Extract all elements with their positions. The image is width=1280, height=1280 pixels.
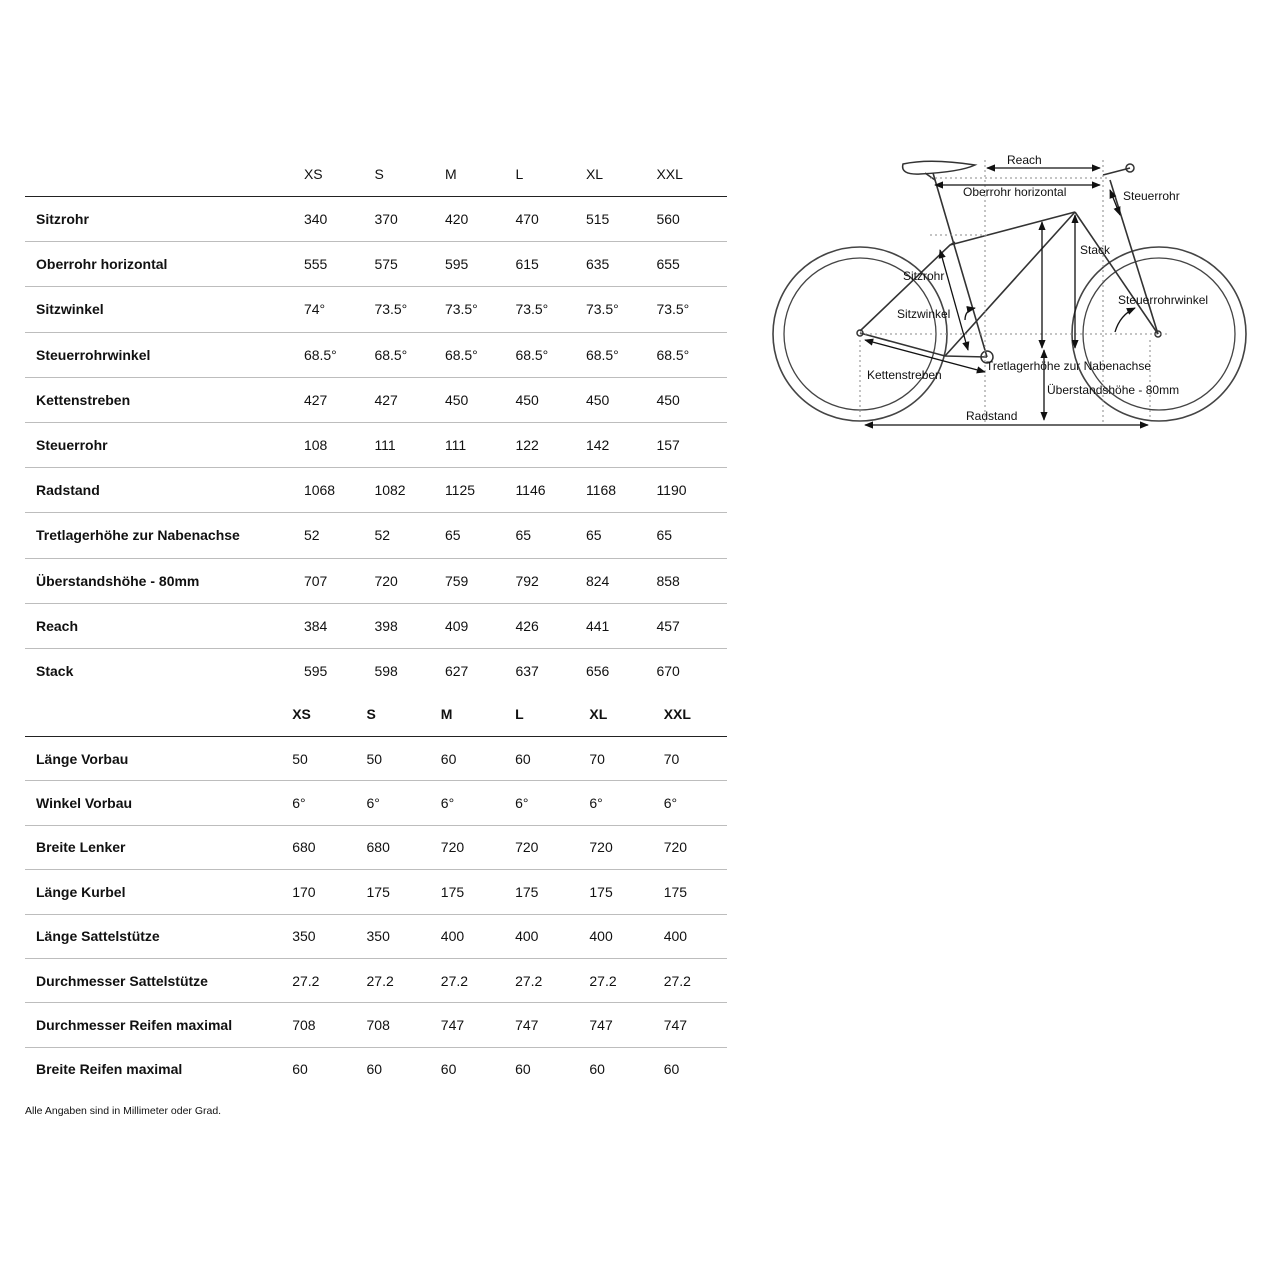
size-header: M [445,152,516,197]
table-row [25,825,727,869]
cell-value: 747 [430,1003,504,1047]
row-label: Sitzwinkel [25,287,304,332]
cell-value: 52 [304,513,375,558]
cell-value: 450 [515,377,586,422]
cell-value: 655 [656,242,727,287]
cell-value: 108 [304,422,375,467]
size-header: M [430,692,504,737]
cell-value: 175 [578,870,652,914]
cell-value: 720 [653,825,727,869]
cell-value: 420 [445,197,516,242]
row-label: Oberrohr horizontal [25,242,304,287]
cell-value: 60 [440,1061,457,1078]
row-label: Winkel Vorbau [25,781,281,825]
label-sitzwinkel: Sitzwinkel [897,307,951,321]
cell-value: 6° [281,781,355,825]
label-steuerrohrwinkel: Steuerrohrwinkel [1118,293,1209,307]
bike-geometry-diagram [770,150,1250,440]
cell-value: 175 [356,870,430,914]
table-row [25,958,727,1002]
size-header: L [504,692,578,737]
cell-value: 111 [374,422,445,467]
row-label: Steuerrohr [25,422,304,467]
cell-value: 1068 [304,468,375,513]
cell-value: 515 [586,197,657,242]
size-header: L [515,152,586,197]
cell-value: 60 [589,1061,605,1078]
cell-value: 175 [653,870,727,914]
frame-geometry-table [25,152,727,693]
cell-value: 400 [504,914,578,958]
row-label: Länge Kurbel [25,870,281,914]
cell-value: 111 [445,422,516,467]
cell-value: 68.5° [586,332,657,377]
cell-value: 400 [653,914,727,958]
cell-value: 73.5° [374,287,445,332]
cell-value: 792 [515,558,586,603]
cell-value: 1190 [656,468,727,513]
cell-value: 65 [586,513,657,558]
header-spacer [25,692,281,737]
size-header: XXL [653,692,727,737]
cell-value: 27.2 [653,958,727,1002]
cell-value: 747 [504,1003,578,1047]
cell-value: 27.2 [356,958,430,1002]
cell-value: 65 [445,513,516,558]
cell-value: 656 [585,662,610,679]
table-row [25,197,727,242]
cell-value: 858 [656,558,727,603]
cell-value: 409 [445,603,516,648]
cell-value: 427 [374,377,445,422]
cell-value: 637 [515,662,539,679]
cell-value: 142 [586,422,657,467]
cell-value: 70 [578,737,652,781]
label-radstand: Radstand [966,409,1018,423]
cell-value: 400 [578,914,652,958]
cell-value: 680 [356,825,430,869]
cell-value: 73.5° [586,287,657,332]
table-row [25,1003,727,1047]
cell-value: 680 [281,825,355,869]
table-row [25,377,727,422]
cell-value: 708 [356,1003,430,1047]
size-header: XS [304,152,375,197]
label-reach: Reach [1007,153,1042,167]
cell-value: 6° [504,781,578,825]
cell-value: 720 [504,825,578,869]
table-row [25,648,727,693]
cell-value: 598 [374,662,398,679]
row-label: Stack [36,662,74,679]
cell-value: 350 [281,914,355,958]
cell-value: 68.5° [445,332,516,377]
frame-table-header [25,152,727,197]
label-stack: Stack [1080,243,1111,257]
label-oberrohr: Oberrohr horizontal [963,185,1067,199]
label-steuerrohr: Steuerrohr [1123,189,1180,203]
row-label: Durchmesser Reifen maximal [25,1003,281,1047]
cell-value: 60 [504,737,578,781]
table-row [25,1047,727,1091]
cell-value: 6° [430,781,504,825]
cell-value: 398 [374,603,445,648]
size-header: XS [281,692,355,737]
cell-value: 60 [366,1061,383,1078]
cell-value: 68.5° [304,332,375,377]
cell-value: 65 [515,513,586,558]
cell-value: 575 [374,242,445,287]
label-kettenstreben: Kettenstreben [867,368,942,382]
table-row [25,914,727,958]
size-header: XL [578,692,652,737]
cell-value: 60 [663,1061,680,1078]
cell-value: 747 [578,1003,652,1047]
table-row [25,287,727,332]
row-label: Breite Reifen maximal [36,1061,183,1078]
table-row [25,603,727,648]
cell-value: 52 [374,513,445,558]
cell-value: 457 [656,603,727,648]
cell-value: 27.2 [430,958,504,1002]
cell-value: 759 [445,558,516,603]
cell-value: 595 [445,242,516,287]
table-row [25,468,727,513]
cell-value: 68.5° [374,332,445,377]
row-label: Länge Sattelstütze [25,914,281,958]
row-label: Kettenstreben [25,377,304,422]
cell-value: 157 [656,422,727,467]
row-label: Sitzrohr [25,197,304,242]
table-row [25,242,727,287]
row-label: Durchmesser Sattelstütze [25,958,281,1002]
cell-value: 175 [504,870,578,914]
table-row [25,781,727,825]
cell-value: 720 [430,825,504,869]
cell-value: 6° [356,781,430,825]
cell-value: 60 [515,1061,531,1078]
row-label: Radstand [25,468,304,513]
table-row [25,332,727,377]
cell-value: 450 [656,377,727,422]
cell-value: 122 [515,422,586,467]
cell-value: 560 [656,197,727,242]
cell-value: 747 [653,1003,727,1047]
cell-value: 65 [656,513,727,558]
row-label: Länge Vorbau [25,737,281,781]
size-header: S [374,152,445,197]
cell-value: 426 [515,603,586,648]
cell-value: 350 [356,914,430,958]
cell-value: 595 [303,662,328,679]
cell-value: 27.2 [504,958,578,1002]
cell-value: 50 [281,737,355,781]
cell-value: 68.5° [515,332,586,377]
cell-value: 1082 [374,468,445,513]
cell-value: 670 [656,662,680,679]
table-row [25,558,727,603]
cell-value: 73.5° [445,287,516,332]
cell-value: 73.5° [515,287,586,332]
table-row [25,422,727,467]
cell-value: 340 [304,197,375,242]
size-header: XL [586,152,657,197]
label-ueberstand: Überstandshöhe - 80mm [1047,383,1180,397]
cell-value: 60 [292,1061,308,1078]
cell-value: 73.5° [656,287,727,332]
row-label: Reach [25,603,304,648]
table-row [25,737,727,781]
cell-value: 6° [653,781,727,825]
cell-value: 1168 [586,468,657,513]
cell-value: 27.2 [281,958,355,1002]
row-label: Steuerrohrwinkel [25,332,304,377]
row-label: Breite Lenker [25,825,281,869]
cell-value: 720 [578,825,652,869]
cell-value: 720 [374,558,445,603]
cell-value: 635 [586,242,657,287]
footnote: Alle Angaben sind in Millimeter oder Grad. [25,1105,222,1117]
cell-value: 170 [281,870,355,914]
size-header: XXL [656,152,727,197]
cell-value: 708 [281,1003,355,1047]
table-row [25,870,727,914]
saddle [903,161,975,180]
row-label: Überstandshöhe - 80mm [25,558,304,603]
cell-value: 400 [430,914,504,958]
cell-value: 27.2 [578,958,652,1002]
cell-value: 1146 [515,468,586,513]
component-table-header [25,692,727,737]
cell-value: 555 [304,242,375,287]
cell-value: 627 [444,662,469,679]
cell-value: 1125 [445,468,516,513]
cell-value: 70 [653,737,727,781]
label-tretlager: Tretlagerhöhe zur Nabenachse [986,359,1151,373]
cell-value: 50 [356,737,430,781]
label-sitzrohr: Sitzrohr [903,269,945,283]
cell-value: 707 [304,558,375,603]
size-header: S [356,692,430,737]
cell-value: 175 [430,870,504,914]
table-row [25,513,727,558]
cell-value: 450 [445,377,516,422]
component-table [25,692,727,1091]
cell-value: 6° [578,781,652,825]
row-label: Tretlagerhöhe zur Nabenachse [25,513,304,558]
cell-value: 824 [586,558,657,603]
cell-value: 470 [515,197,586,242]
cell-value: 370 [374,197,445,242]
cell-value: 441 [586,603,657,648]
cell-value: 74° [304,287,375,332]
cell-value: 615 [515,242,586,287]
cell-value: 450 [586,377,657,422]
cell-value: 60 [430,737,504,781]
cell-value: 68.5° [656,332,727,377]
cell-value: 384 [304,603,375,648]
header-spacer [25,152,304,197]
cell-value: 427 [304,377,375,422]
